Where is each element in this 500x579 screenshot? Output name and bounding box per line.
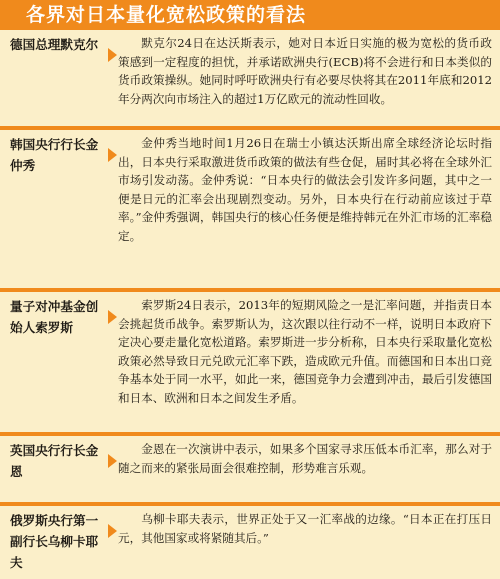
opinion-text: 金恩在一次演讲中表示，如果多个国家寻求压低本币汇率，那么对于随之而来的紧张局面会很难控制，形势难言乐观。 — [118, 442, 492, 475]
opinion-text: 乌柳卡耶夫表示，世界正处于又一汇率战的边缘。“日本正在打压日元，其他国家或将紧随其后。” — [118, 512, 492, 545]
speaker-name: 英国央行行长金恩 — [10, 443, 99, 479]
speaker-name: 俄罗斯央行第一副行长乌柳卡耶夫 — [10, 513, 99, 570]
speaker-name: 韩国央行行长金仲秀 — [10, 137, 99, 173]
speaker-name: 量子对冲基金创始人索罗斯 — [10, 299, 99, 335]
pointer-arrow-icon — [108, 310, 117, 324]
opinion-text: 默克尔24日在达沃斯表示，她对日本近日实施的极为宽松的货币政策感到一定程度的担忧，并承诺欧洲央行(ECB)将不会进行和日本类似的货币政策操纵。她同时呼吁欧洲央行有必要尽快将其在2011年底和2012年分两次向市场注入的超过1万亿欧元的流动性回收。 — [118, 36, 492, 106]
title-banner — [0, 0, 500, 30]
opinion-row-kim-choong-soo — [0, 130, 500, 288]
speaker-cell — [0, 506, 108, 579]
speaker-name: 德国总理默克尔 — [10, 37, 99, 52]
pointer-arrow-icon — [108, 48, 117, 62]
speaker-cell — [0, 130, 108, 288]
speaker-cell — [0, 292, 108, 432]
opinion-row-merkel — [0, 30, 500, 126]
opinion-row-soros — [0, 292, 500, 432]
page-title: 各界对日本量化宽松政策的看法 — [26, 4, 307, 26]
opinion-row-ulyukaev — [0, 506, 500, 579]
pointer-arrow-icon — [108, 454, 117, 468]
opinion-row-king — [0, 436, 500, 502]
pointer-arrow-icon — [108, 148, 117, 162]
pointer-arrow-icon — [108, 524, 117, 538]
opinion-text: 金仲秀当地时间1月26日在瑞士小镇达沃斯出席全球经济论坛时指出，日本央行采取激进货币政策的做法有些仓促，届时其必将在全球外汇市场引发动荡。金仲秀说：“日本央行的做法会引发许多问题，其中之一便是日元的汇率会出现剧烈变动。另外，日本央行在行动前应该过于草率。”金仲秀强调，韩国央行的核心任务便是维持韩元在外汇市场的汇率稳定。 — [118, 136, 492, 243]
speaker-cell — [0, 436, 108, 502]
speaker-cell — [0, 30, 108, 126]
opinion-text: 索罗斯24日表示，2013年的短期风险之一是汇率问题，并指责日本会挑起货币战争。索罗斯认为，这次跟以往行动不一样，说明日本政府下定决心要走量化宽松道路。索罗斯进一步分析称，日本央行采取量化宽松政策必然导致日元兑欧元汇率下跌，造成欧元升值。而德国和日本出口竞争基本处于同一水平，如此一来，德国竞争力会遭到冲击，最后引发德国和日本、欧洲和日本之间发生矛盾。 — [118, 298, 492, 405]
